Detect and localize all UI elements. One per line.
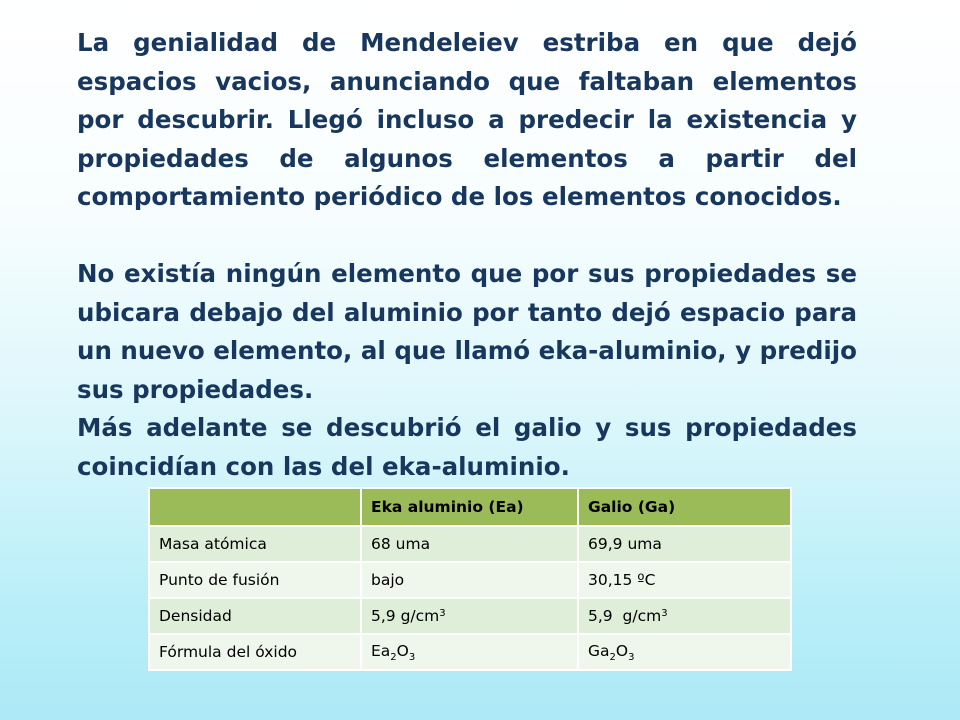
cell-galio: [578, 598, 791, 634]
properties-table: [148, 487, 792, 671]
eka-oxide-element-1: Ea: [371, 641, 391, 660]
table-row: [149, 526, 791, 562]
body-text: [77, 24, 857, 486]
header-empty: [149, 488, 361, 526]
cell-property: Densidad: [149, 598, 361, 634]
cell-property: Punto de fusión: [149, 562, 361, 598]
cell-galio: 69,9 uma: [578, 526, 791, 562]
galio-density-exponent: 3: [661, 608, 668, 619]
header-galio: Galio (Ga): [578, 488, 791, 526]
paragraph-mendeleiev: La genialidad de Mendeleiev estriba en que dejó espacios vacios, anunciando que faltaban elementos por descubrir. Llegó incluso a predecir la existencia y propiedades de algunos elementos a partir del comportamiento periódico de los elementos conocidos.: [77, 28, 857, 211]
table-row: [149, 562, 791, 598]
galio-oxide-subscript-1: 2: [609, 651, 616, 663]
cell-eka: bajo: [361, 562, 578, 598]
cell-eka: [361, 598, 578, 634]
galio-oxide-element-1: Ga: [588, 641, 610, 660]
paragraph-eka-aluminio: No existía ningún elemento que por sus propiedades se ubicara debajo del aluminio por tanto dejó espacio para un nuevo elemento, al que llamó eka-aluminio, y predijo sus propiedades.: [77, 259, 857, 404]
header-eka-aluminio: Eka aluminio (Ea): [361, 488, 578, 526]
galio-oxide-subscript-2: 3: [628, 651, 635, 663]
eka-oxide-subscript-1: 2: [390, 651, 397, 663]
table-header-row: [149, 488, 791, 526]
table-row: [149, 634, 791, 670]
cell-eka: 68 uma: [361, 526, 578, 562]
cell-property: Fórmula del óxido: [149, 634, 361, 670]
cell-galio: [578, 634, 791, 670]
properties-table-container: [148, 487, 792, 671]
cell-galio: 30,15 ºC: [578, 562, 791, 598]
galio-density-value: 5,9 g/cm: [588, 607, 662, 625]
eka-density-exponent: 3: [439, 608, 446, 619]
paragraph-galio: Más adelante se descubrió el galio y sus propiedades coincidían con las del eka-aluminio.: [77, 413, 857, 481]
eka-oxide-element-2: O: [396, 641, 409, 660]
cell-property: Masa atómica: [149, 526, 361, 562]
paragraph-gap: [77, 217, 857, 256]
eka-oxide-subscript-2: 3: [408, 651, 416, 663]
cell-eka: [361, 634, 578, 670]
eka-density-value: 5,9 g/cm: [371, 607, 440, 625]
galio-oxide-element-2: O: [615, 641, 629, 660]
table-row: [149, 598, 791, 634]
